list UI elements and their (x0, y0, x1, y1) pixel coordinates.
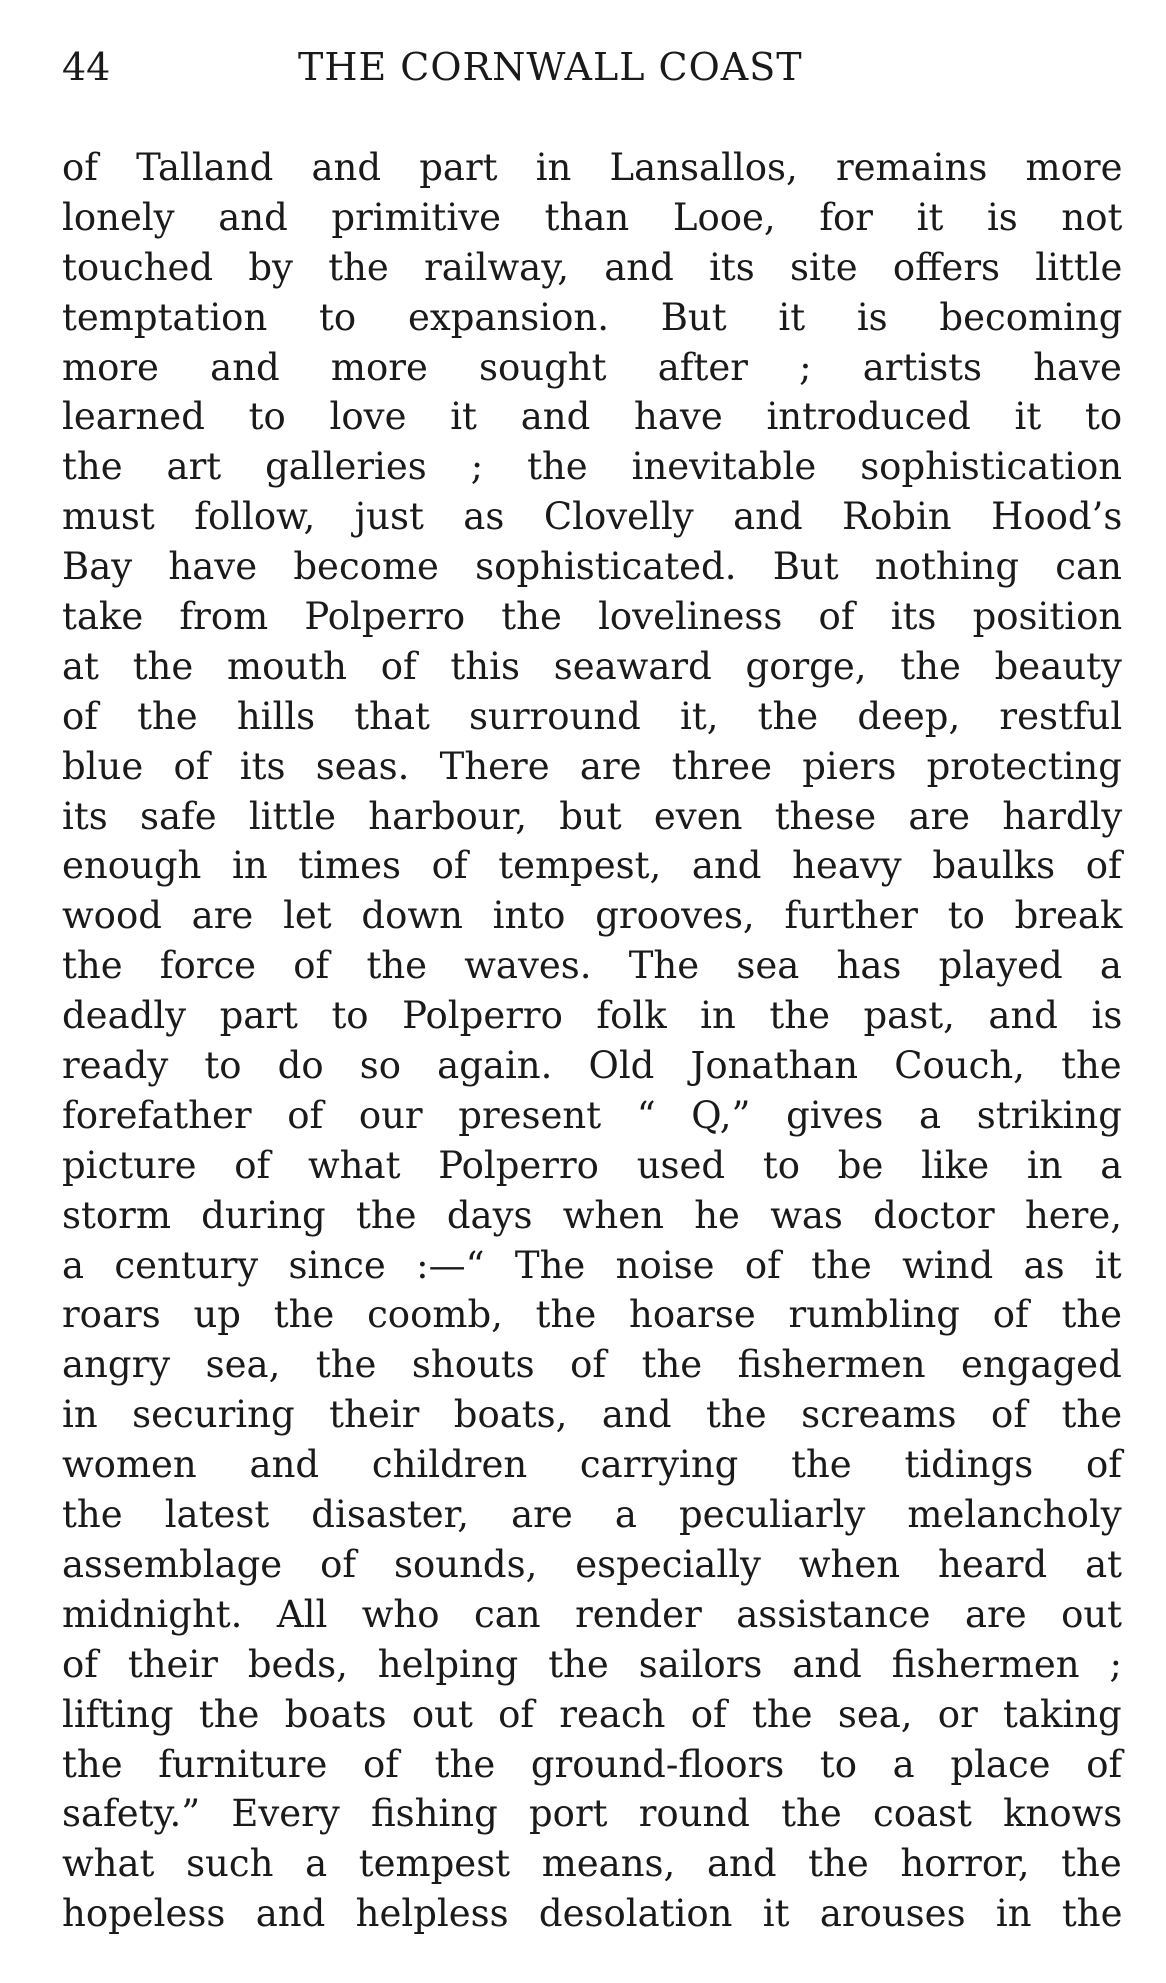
text-line: wood are let down into grooves, further to break (62, 894, 1123, 938)
text-line: midnight. All who can render assistance are out (62, 1592, 1123, 1636)
text-line: women and children carrying the tidings of (62, 1443, 1122, 1487)
text-line: temptation to expansion. But it is becoming (62, 295, 1123, 339)
text-line: angry sea, the shouts of the fishermen engaged (62, 1343, 1122, 1387)
text-line: its safe little harbour, but even these are hardly (62, 794, 1123, 838)
text-line: forefather of our present “ Q,” gives a striking (62, 1093, 1122, 1137)
page-header (62, 42, 1122, 92)
text-line: safety.” Every fishing port round the coast knows (62, 1792, 1123, 1836)
text-line: ready to do so again. Old Jonathan Couch, the (62, 1044, 1122, 1088)
text-line: a century since :—“ The noise of the wind as it (62, 1243, 1122, 1287)
text-line: of the hills that surround it, the deep, restful (62, 694, 1123, 738)
text-line: take from Polperro the loveliness of its position (62, 595, 1123, 639)
text-line: the furniture of the ground-floors to a place of (62, 1742, 1123, 1786)
text-line: assemblage of sounds, especially when heard at (62, 1542, 1123, 1586)
text-line: deadly part to Polperro folk in the past, and is (62, 994, 1123, 1038)
running-title: THE CORNWALL COAST (298, 45, 803, 89)
text-line: lifting the boats out of reach of the sea, or taking (62, 1692, 1122, 1736)
text-line: learned to love it and have introduced it to (62, 395, 1123, 439)
text-line: of their beds, helping the sailors and fishermen ; (62, 1642, 1122, 1686)
text-line: more and more sought after ; artists have (62, 345, 1122, 389)
text-line: picture of what Polperro used to be like in a (62, 1143, 1123, 1187)
text-line: enough in times of tempest, and heavy baulks of (62, 844, 1122, 888)
text-line: hopeless and helpless desolation it arouses in the (62, 1892, 1123, 1936)
body-text (62, 143, 1122, 1939)
text-line: blue of its seas. There are three piers protecting (62, 744, 1122, 788)
text-line: in securing their boats, and the screams of the (62, 1393, 1123, 1437)
text-line: of Talland and part in Lansallos, remains more (62, 146, 1123, 189)
text-line: the art galleries ; the inevitable sophistication (62, 445, 1123, 489)
text-line: storm during the days when he was doctor here, (62, 1193, 1123, 1237)
page-number: 44 (62, 45, 111, 89)
text-line: Bay have become sophisticated. But nothing can (62, 545, 1122, 589)
text-line: touched by the railway, and its site offers little (62, 245, 1123, 289)
text-line: the force of the waves. The sea has played a (62, 944, 1122, 988)
text-line: what such a tempest means, and the horror, the (62, 1842, 1122, 1886)
text-line: the latest disaster, are a peculiarly melancholy (62, 1493, 1122, 1537)
text-line: must follow, just as Clovelly and Robin Hood’s (62, 495, 1123, 539)
text-line: roars up the coomb, the hoarse rumbling of the (62, 1293, 1123, 1337)
text-line: at the mouth of this seaward gorge, the beauty (62, 644, 1122, 688)
text-line: lonely and primitive than Looe, for it is not (62, 195, 1123, 239)
